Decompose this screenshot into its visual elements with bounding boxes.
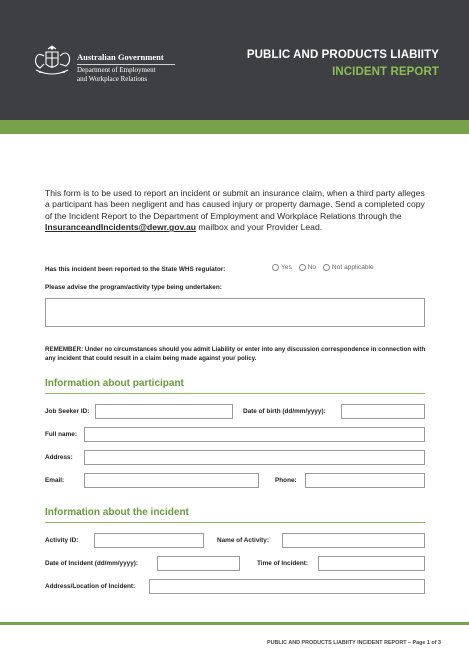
program-activity-field[interactable] <box>45 298 425 327</box>
intro-text-end: mailbox and your Provider Lead. <box>196 222 323 233</box>
incident-time-field[interactable] <box>318 556 425 571</box>
footer-page-info: PUBLIC AND PRODUCTS LIABIITY INCIDENT REPORT – Page 1 of 3 <box>266 640 441 646</box>
radio-not-applicable[interactable] <box>323 264 374 271</box>
logo-divider <box>77 64 175 65</box>
full-name-label: Full name: <box>45 431 77 438</box>
dob-label: Date of birth (dd/mm/yyyy): <box>243 408 326 415</box>
activity-name-label: Name of Activity: <box>217 537 269 544</box>
incident-section-title: Information about the incident <box>45 507 189 518</box>
job-seeker-id-label: Job Seeker ID: <box>45 408 90 415</box>
email-field[interactable] <box>84 473 259 488</box>
incident-time-label: Time of Incident: <box>257 560 309 567</box>
insurance-email-link[interactable]: InsuranceandIncidents@dewr.gov.au <box>45 222 197 233</box>
radio-no[interactable] <box>299 264 316 271</box>
participant-section-divider <box>45 393 425 394</box>
intro-text: This form is to be used to report an incident or submit an insurance claim, when a third party alleges a participant has been negligent and has caused injury or property damage. Send a completed copy of the Incident Report to the Department of Employment and Workplace Relations through the <box>45 188 425 221</box>
incident-date-label: Date of Incident (dd/mm/yyyy): <box>45 560 139 567</box>
department-line-2: and Workplace Relations <box>77 74 148 83</box>
radio-circle-icon[interactable] <box>323 264 330 271</box>
page-header <box>0 0 469 120</box>
radio-no-label: No <box>307 264 317 271</box>
page-subtitle: INCIDENT REPORT <box>332 66 439 78</box>
whs-radio-group <box>272 264 379 273</box>
phone-field[interactable] <box>305 473 425 488</box>
incident-location-label: Address/Location of Incident: <box>45 583 136 590</box>
participant-section-title: Information about participant <box>45 378 184 389</box>
coat-of-arms-icon <box>30 44 74 80</box>
whs-question-label: Has this incident been reported to the State WHS regulator: <box>45 266 226 273</box>
incident-section-divider <box>45 522 425 523</box>
dob-field[interactable] <box>341 404 425 419</box>
radio-not-applicable-label: Not applicable <box>331 264 374 271</box>
activity-id-field[interactable] <box>94 533 204 548</box>
program-question-label: Please advise the program/activity type being undertaken: <box>45 284 222 291</box>
activity-name-field[interactable] <box>282 533 425 548</box>
department-line-1: Department of Employment <box>77 66 156 74</box>
email-label: Email: <box>45 477 65 484</box>
department-name <box>77 66 156 83</box>
address-label: Address: <box>45 454 73 461</box>
address-field[interactable] <box>84 450 425 465</box>
phone-label: Phone: <box>275 477 297 484</box>
job-seeker-id-field[interactable] <box>95 404 233 419</box>
remember-notice: REMEMBER: Under no circumstances should you admit Liability or enter into any discussion correspondence in connection with any incident that could result in a claim being made against your policy. <box>45 346 426 362</box>
header-accent-stripe <box>0 120 469 134</box>
radio-yes[interactable] <box>272 264 292 271</box>
full-name-field[interactable] <box>84 427 425 442</box>
incident-date-field[interactable] <box>157 556 240 571</box>
page-title: PUBLIC AND PRODUCTS LIABIITY <box>246 49 439 61</box>
incident-location-field[interactable] <box>149 579 425 594</box>
radio-circle-icon[interactable] <box>299 264 306 271</box>
radio-circle-icon[interactable] <box>272 264 279 271</box>
activity-id-label: Activity ID: <box>45 537 79 544</box>
government-name: Australian Government <box>77 52 164 62</box>
radio-yes-label: Yes <box>281 264 292 271</box>
government-logo <box>30 44 180 88</box>
footer-divider <box>0 622 469 625</box>
intro-paragraph <box>45 188 430 234</box>
